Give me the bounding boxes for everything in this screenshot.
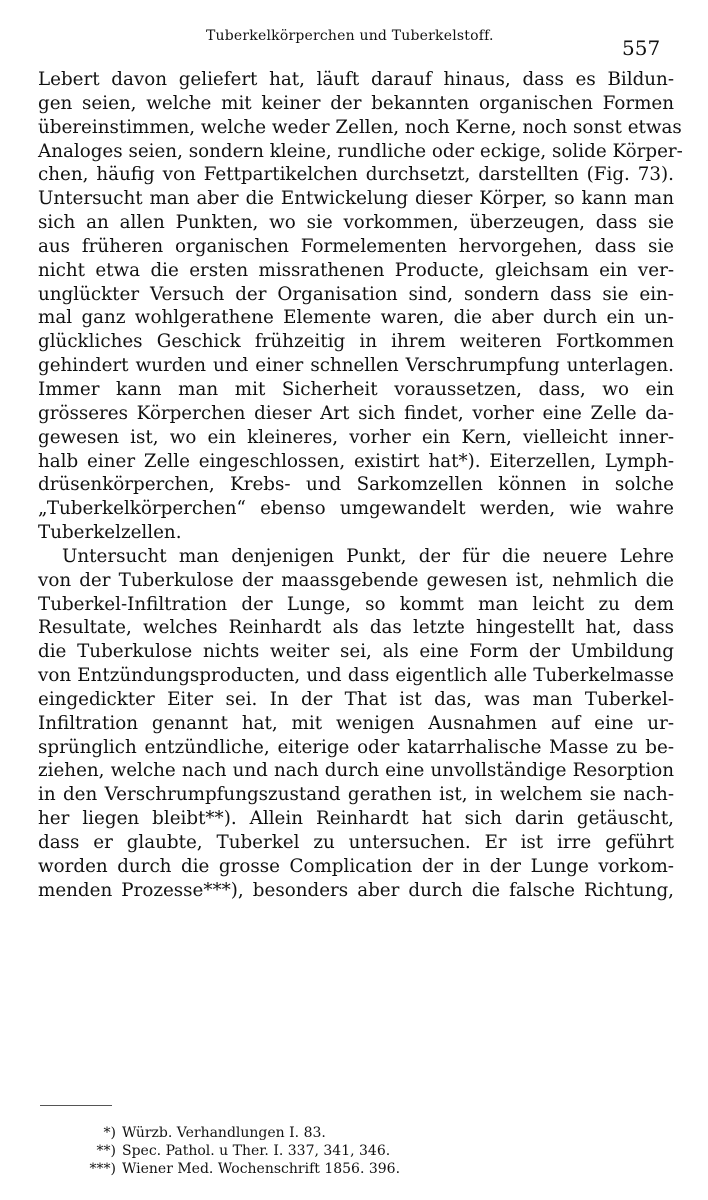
text-line: drüsenkörperchen, Krebs- und Sarkomzellen können in solche: [38, 474, 674, 496]
footnote: [70, 1142, 400, 1160]
text-line: her liegen bleibt**). Allein Reinhardt hat sich darin getäuscht,: [38, 808, 674, 830]
text-line: gehindert wurden und einer schnellen Verschrumpfung unterlagen.: [38, 355, 674, 377]
text-line: von Entzündungsproducten, und dass eigentlich alle Tuberkelmasse: [38, 665, 674, 687]
footnote-text: Spec. Pathol. u Ther. I. 337, 341, 346.: [122, 1143, 391, 1159]
text-line: aus früheren organischen Formelementen hervorgehen, dass sie: [38, 235, 674, 257]
page-number: 557: [622, 36, 661, 60]
body-text: [38, 68, 683, 903]
text-line: Tuberkelzellen.: [38, 522, 182, 544]
text-line: unglückter Versuch der Organisation sind, sondern dass sie ein-: [38, 283, 674, 305]
text-line: gen seien, welche mit keiner der bekannten organischen Formen: [38, 92, 674, 114]
text-line: ziehen, welche nach und nach durch eine unvollständige Resorption: [38, 760, 674, 782]
text-line: worden durch die grosse Complication der in der Lunge vorkom-: [38, 855, 674, 877]
footnote: [70, 1124, 400, 1142]
text-line: Immer kann man mit Sicherheit voraussetzen, dass, wo ein: [38, 378, 674, 400]
text-line: eingedickter Eiter sei. In der That ist das, was man Tuberkel-: [38, 688, 674, 710]
running-title: Tuberkelkörperchen und Tuberkelstoff.: [206, 28, 494, 44]
text-line: die Tuberkulose nichts weiter sei, als eine Form der Umbildung: [38, 641, 674, 663]
text-line: Infiltration genannt hat, mit wenigen Ausnahmen auf eine ur-: [38, 712, 674, 734]
footnote-text: Würzb. Verhandlungen I. 83.: [122, 1125, 326, 1141]
footnote-mark: ***): [89, 1161, 116, 1177]
text-line: Untersucht man aber die Entwickelung dieser Körper, so kann man: [38, 188, 674, 210]
text-line: „Tuberkelkörperchen“ ebenso umgewandelt werden, wie wahre: [38, 498, 674, 520]
footnote-divider: [40, 1105, 112, 1106]
footnotes: [70, 1124, 400, 1178]
text-line: übereinstimmen, welche weder Zellen, noch Kerne, noch sonst etwas: [38, 116, 682, 138]
text-line: chen, häufig von Fettpartikelchen durchsetzt, darstellten (Fig. 73).: [38, 164, 674, 186]
text-line: Resultate, welches Reinhardt als das letzte hingestellt hat, dass: [38, 617, 674, 639]
footnote-mark: *): [103, 1125, 116, 1141]
text-line: von der Tuberkulose der maassgebende gewesen ist, nehmlich die: [38, 569, 674, 591]
text-line: gewesen ist, wo ein kleineres, vorher ein Kern, vielleicht inner-: [38, 426, 674, 448]
footnote: [70, 1160, 400, 1178]
text-line: menden Prozesse***), besonders aber durch die falsche Richtung,: [38, 879, 674, 901]
text-line: halb einer Zelle eingeschlossen, existirt hat*). Eiterzellen, Lymph-: [38, 450, 674, 472]
footnote-mark: **): [96, 1143, 116, 1159]
footnote-text: Wiener Med. Wochenschrift 1856. 396.: [122, 1161, 401, 1177]
text-line: glückliches Geschick frühzeitig in ihrem weiteren Fortkommen: [38, 331, 674, 353]
text-line: Analoges seien, sondern kleine, rundliche oder eckige, solide Körper-: [38, 140, 683, 162]
text-line: in den Verschrumpfungszustand gerathen ist, in welchem sie nach-: [38, 784, 674, 806]
text-line: mal ganz wohlgerathene Elemente waren, die aber durch ein un-: [38, 307, 674, 329]
text-line: grösseres Körperchen dieser Art sich findet, vorher eine Zelle da-: [38, 402, 674, 424]
text-line: nicht etwa die ersten missrathenen Producte, gleichsam ein ver-: [38, 259, 674, 281]
text-line: Tuberkel-Infiltration der Lunge, so kommt man leicht zu dem: [38, 593, 674, 615]
text-line: sprünglich entzündliche, eiterige oder katarrhalische Masse zu be-: [38, 736, 674, 758]
text-line: dass er glaubte, Tuberkel zu untersuchen. Er ist irre geführt: [38, 832, 674, 853]
text-line: Untersucht man denjenigen Punkt, der für die neuere Lehre: [62, 545, 674, 567]
text-line: Lebert davon geliefert hat, läuft darauf hinaus, dass es Bildun-: [38, 69, 674, 90]
text-line: sich an allen Punkten, wo sie vorkommen, überzeugen, dass sie: [38, 212, 674, 234]
